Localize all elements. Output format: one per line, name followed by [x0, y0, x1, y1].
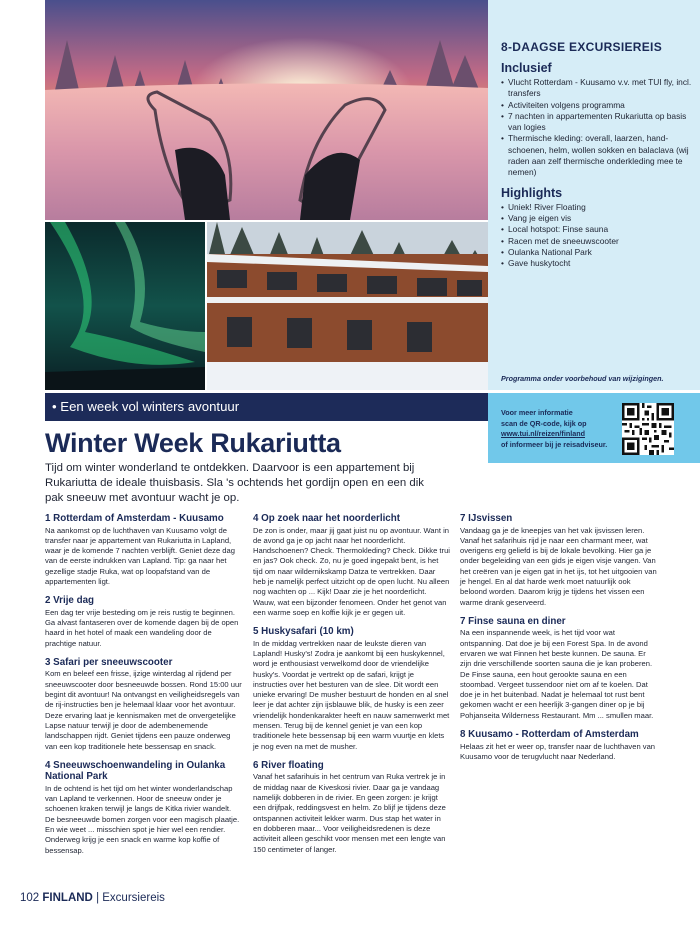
list-item: • Local hotspot: Finse sauna: [501, 224, 693, 235]
inclusief-heading: Inclusief: [501, 61, 552, 75]
itinerary-day: [45, 760, 242, 856]
inclusief-list: [501, 77, 693, 179]
day-text: In de ochtend is het tijd om het winter wonderlandschap van Lapland te verkennen. Hoor de sneeuw onder je schoenen kraken terwijl je langs de Kitka rivier wandelt. De besneeuwde bomen zorgen voor een magisch plaatje. En wie weet ... misschien spot je hier wel een rendier. Onderweg krijg je een snack en warme kop koffie of bessensap.: [45, 783, 240, 855]
qr-text-line: of informeer bij je reisadviseur.: [501, 439, 608, 449]
day-title: 1 Rotterdam of Amsterdam - Kuusamo: [45, 513, 224, 524]
itinerary-column-2: [253, 513, 450, 863]
page-number: 102: [20, 892, 40, 904]
qr-info-text: [501, 408, 613, 450]
itinerary-day: [460, 729, 657, 762]
intro-text: Tijd om winter wonderland te ontdekken. Daarvoor is een appartement bij Rukariutta de ideale thuisbasis. Sla 's ochtends het gordijn open en een dik pak sneeuw met avontuur wacht je op.: [45, 462, 424, 504]
qr-text-line: Voor meer informatie: [501, 408, 573, 417]
day-text: De zon is onder, maar jij gaat juist nu op avontuur. Want in de avond ga je op jacht naar het noorderlicht. Handschoenen? Check. Thermokleding? Check. Dikke trui en jas? Ook check. Zo, nu je goed ingepakt bent, is het tijd om naar wildernikskamp Datza te vertrekken. Daar heb je namelijk perfect uitzicht op de open lucht. Nu alleen nog wachten op ... Kijk! Daar zie je het noorderlicht. Wauw, wat een bijzonder fenomeen. Onder het genot van een warme soep en koffie kijk je er gegen uit.: [253, 525, 450, 617]
itinerary-day: [253, 626, 450, 752]
list-item: • 7 nachten in appartementen Rukariutta op basis van logies: [501, 111, 693, 134]
itinerary-day: [45, 657, 242, 752]
website-link[interactable]: www.tui.nl/reizen/finland: [501, 429, 585, 438]
day-text: Na een inspannende week, is het tijd voor wat ontspanning. Dat doe je bij een Forest Spa. In de avond ervaren we wat Finnen het beste kunnen. De sauna. Er zijn drie verschillende soorten sauna die je kan proberen. De Finse sauna, een hout gerookte sauna en een stoombad. Vergeet tussendoor niet om af te koelen. Dat doe je in het buitenbad. Nadat je helemaal tot rust bent gekomen wacht er een heerlijk 3-gangen diner op je bij Pohjanseita Wilderness Restaurant. Mm ... smullen maar.: [460, 628, 654, 720]
list-item: • Oulanka National Park: [501, 247, 693, 258]
list-item: • Vang je eigen vis: [501, 213, 693, 224]
northern-lights-photo: [45, 222, 205, 390]
day-title: 8 Kuusamo - Rotterdam of Amsterdam: [460, 729, 639, 741]
day-text: Helaas zit het er weer op, transfer naar de luchthaven van Kuusamo voor de terugvlucht naar Nederland.: [460, 741, 656, 761]
page-title: Winter Week Rukariutta: [45, 428, 341, 458]
page-footer: [20, 890, 165, 906]
day-title: 5 Huskysafari (10 km): [253, 626, 354, 638]
itinerary-column-1: [45, 513, 242, 864]
itinerary-day: [253, 513, 450, 618]
section-banner: [45, 393, 488, 421]
qr-code[interactable]: [622, 403, 674, 455]
highlights-list: [501, 202, 693, 270]
program-note: Programma onder voorbehoud van wijzigingen.: [501, 374, 664, 383]
day-text: Vandaag ga je de kneepjes van het vak ijsvissen leren. Vanaf het safarihuis rijd je naar een charmant meer, wat overigens erg geliefd is bij de lokale bevolking. Hier ga je onder begeleiding van een gids je eigen visje vangen. Van het creëren van je eigen gat in het ijs, tot het uitgooien van je hengel. En al dat harde werk moet natuurlijk ook beloond worden. Daarom krijg je tijdens het vissen een warme drank geserveerd.: [460, 525, 657, 607]
footer-country: FINLAND: [42, 892, 93, 904]
list-item: • Gave huskytocht: [501, 258, 693, 269]
day-text: Kom en beleef een frisse, ijzige winterdag al rijdend per sneeuwscooter door besneeuwde bossen. Rond 15:00 uur begint dit avontuur! Na ontvangst en veiligheidsregels van de rij-instructies ben je helemaal klaar voor het avontuur. Deze ervaring laat je kennismaken met de onvergetelijke Lapse natuur terwijl je door de adembenemende landschappen rijdt. Geniet tijdens een pauze onderweg van een kop traditionele hete bessensap en snack.: [45, 669, 242, 751]
itinerary-day: [45, 595, 242, 649]
itinerary-column-3: [460, 513, 657, 770]
day-title: 7 Finse sauna en diner: [460, 615, 566, 627]
qr-info-box: [488, 393, 700, 463]
itinerary-day: [45, 513, 242, 587]
day-title: 2 Vrije dag: [45, 595, 95, 607]
day-title: 4 Sneeuwschoenwandeling in Oulanka National Park: [45, 759, 226, 783]
day-title: 7 IJsvissen: [460, 513, 513, 524]
itinerary-day: [253, 760, 450, 855]
banner-text: • Een week vol winters avontuur: [52, 399, 240, 414]
list-item: • Uniek! River Floating: [501, 202, 693, 213]
day-text: In de middag vertrekken naar de leukste dieren van Lapland! Husky's! Zodra je aankomt bij een huskykennel, word je enthousiast verwelkomd door de vriendelijke husky's. Voordat je vertrekt op de safari, krijgt je instructies over het besturen van de slee. Dit wordt een unieke ervaring! De musher bestuurt de honden en al snel leer je dat achter zijn ijsblauwe blik, de husky is een zeer vriendelijk hondenkarakter heeft en nauw samenwerkt met mensen. Terug bij de kennel geniet je van een kop traditionele hete bessensap bij een warm vuurtje en klets je nog even na met de musher.: [253, 638, 450, 751]
day-text: Een dag ter vrije besteding om je reis rustig te beginnen. Ga alvast fantaseren over de komende dagen bij de open haard in het hotel of maak een wandeling door de prachtige natuur.: [45, 607, 239, 648]
day-text: Vanaf het safarihuis in het centrum van Ruka vertrek je in de middag naar de Kiveskosi rivier. Daar ga je vandaag namelijk dobberen in de rivier. En geen zorgen: je krijgt een drijfpak, reddingsvest en helm. Zo blijf je tijdens deze ontspannen activiteit lekker warm. Dus stap het water in en dobberen maar... Voor veiligheidsredenen is deze activiteit alleen geschikt voor mensen met een lengte van 150 centimeter of langer.: [253, 772, 446, 854]
trip-info-panel: [488, 0, 700, 390]
day-title: 6 River floating: [253, 759, 324, 771]
highlights-heading: Highlights: [501, 185, 563, 200]
day-title: 4 Op zoek naar het noorderlicht: [253, 513, 400, 524]
list-item: • Activiteiten volgens programma: [501, 100, 693, 111]
list-item: • Thermische kleding: overall, laarzen, hand-schoenen, helm, wollen sokken en balaclava (wij raden aan zelf thermische onderkleding mee te nemen): [501, 133, 693, 178]
qr-text-line: scan de QR-code, kijk op: [501, 418, 587, 428]
rukariutta-apartments-photo: [207, 222, 488, 390]
list-item: • Vlucht Rotterdam - Kuusamo v.v. met TUI fly, incl. transfers: [501, 77, 693, 100]
itinerary-day: [460, 616, 657, 721]
list-item: • Racen met de sneeuwscooter: [501, 236, 693, 247]
day-title: 3 Safari per sneeuwscooter: [45, 656, 173, 668]
itinerary-day: [460, 513, 657, 608]
footer-section: Excursiereis: [102, 892, 165, 904]
tour-type-title: 8-DAAGSE EXCURSIEREIS: [501, 40, 662, 54]
day-text: Na aankomst op de luchthaven van Kuusamo volgt de transfer naar je appartement van Rukariutta in Lapland, waar je de komende 7 nachten verblijft. Geniet deze dag van de eerste indrukken van Lapland. Tip: ga naar het gezellige stadje Ruka, wat op loopafstand van de appartementen ligt.: [45, 525, 235, 586]
footer-separator: |: [96, 892, 100, 904]
snowshoe-sunset-photo: [45, 0, 488, 220]
